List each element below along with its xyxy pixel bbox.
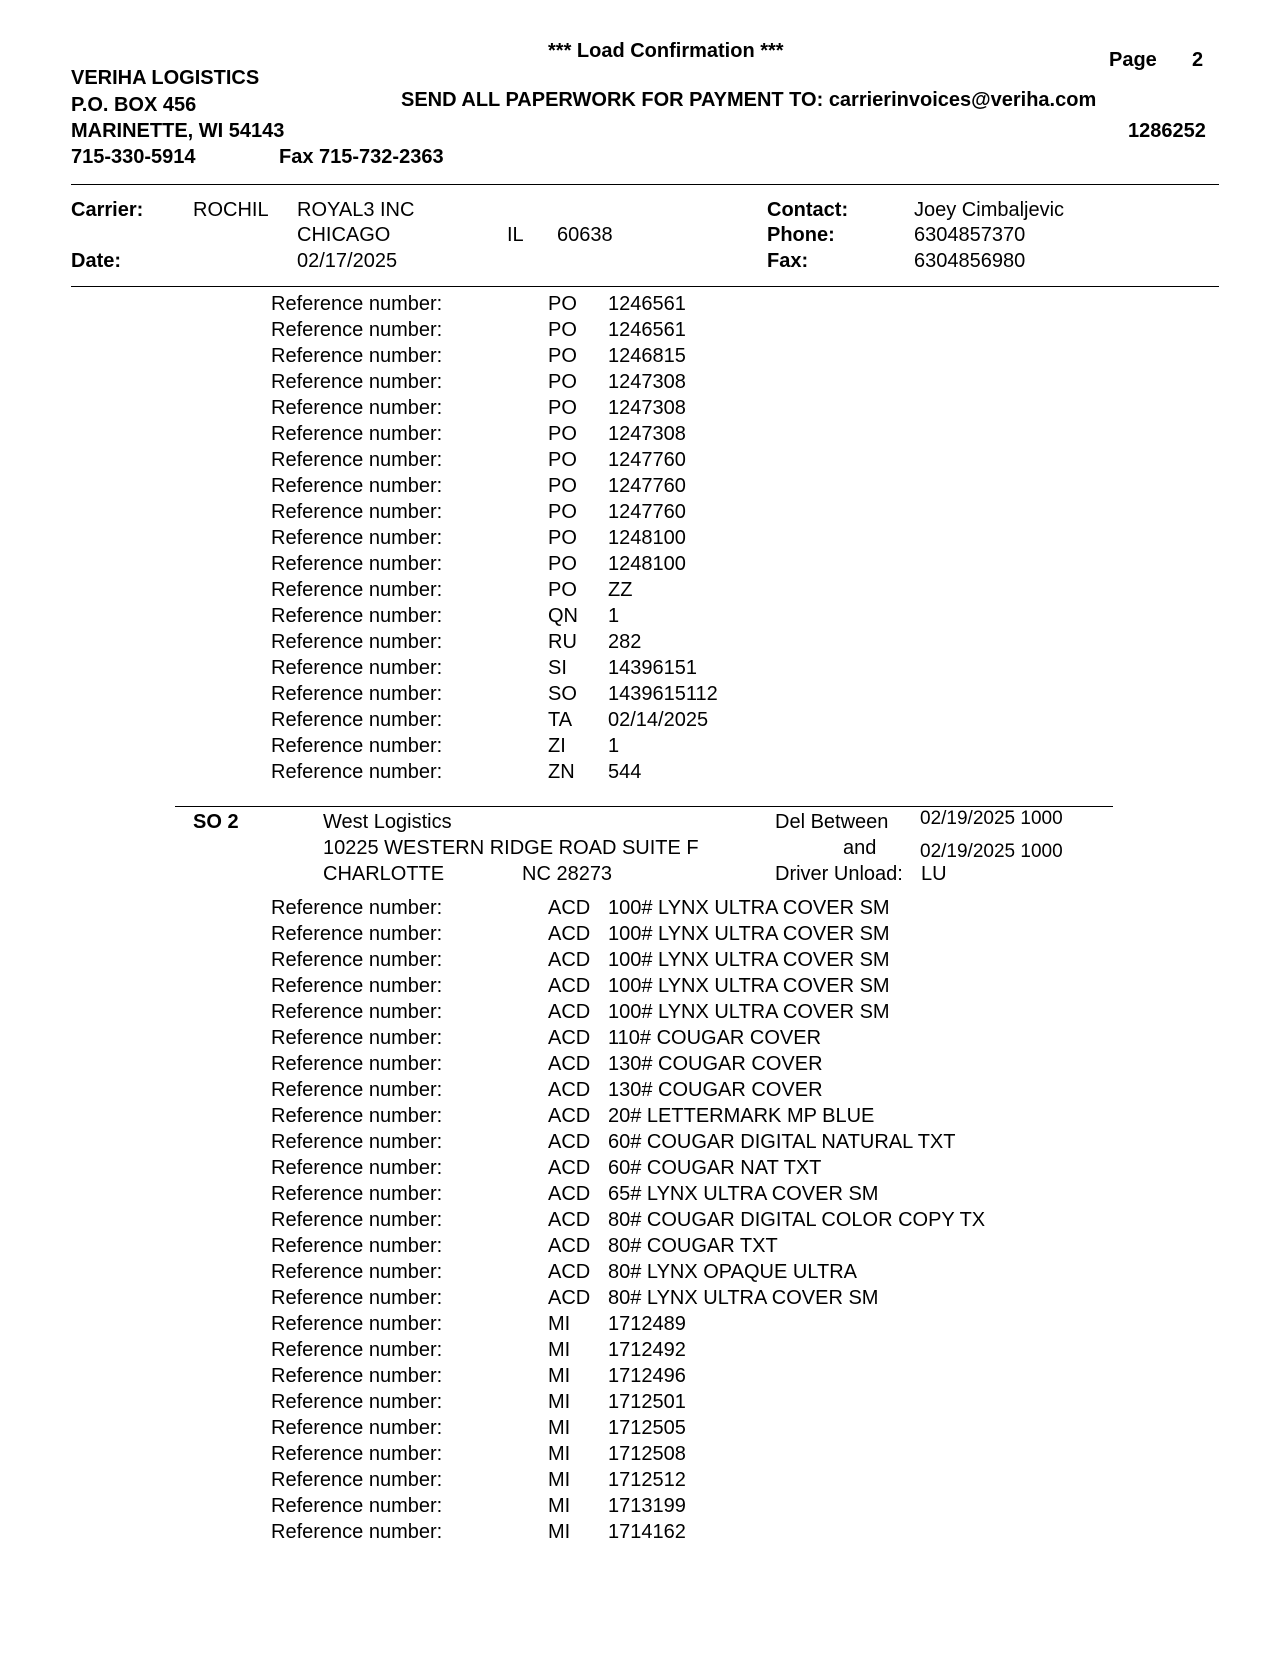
reference-code: ACD — [548, 1183, 591, 1205]
reference-value: 100# LYNX ULTRA COVER SM — [608, 949, 890, 971]
reference-label: Reference number: — [271, 709, 443, 731]
reference-label: Reference number: — [271, 319, 443, 341]
reference-row — [0, 1521, 1283, 1547]
reference-code: PO — [548, 397, 577, 419]
reference-label: Reference number: — [271, 1235, 443, 1257]
reference-row — [0, 1105, 1283, 1131]
reference-row — [0, 293, 1283, 319]
reference-label: Reference number: — [271, 631, 443, 653]
reference-value: 1247308 — [608, 423, 686, 445]
header-divider — [71, 184, 1219, 185]
reference-row — [0, 683, 1283, 709]
reference-label: Reference number: — [271, 371, 443, 393]
reference-value: 14396151 — [608, 657, 697, 679]
driver-unload-value: LU — [921, 863, 947, 885]
stop-label: SO 2 — [193, 811, 239, 833]
contact-phone: 6304857370 — [914, 224, 1026, 246]
reference-label: Reference number: — [271, 1079, 443, 1101]
reference-value: 1439615112 — [608, 683, 718, 705]
page-number: 2 — [1192, 49, 1204, 71]
reference-label: Reference number: — [271, 1105, 443, 1127]
page-label: Page — [1109, 49, 1157, 71]
reference-row — [0, 397, 1283, 423]
reference-code: MI — [548, 1313, 571, 1335]
reference-code: SO — [548, 683, 577, 705]
reference-value: 1247760 — [608, 501, 686, 523]
reference-value: 1712512 — [608, 1469, 686, 1491]
reference-label: Reference number: — [271, 949, 443, 971]
reference-label: Reference number: — [271, 605, 443, 627]
document-title: *** Load Confirmation *** — [548, 40, 784, 62]
reference-row — [0, 1339, 1283, 1365]
reference-label: Reference number: — [271, 975, 443, 997]
reference-value: ZZ — [608, 579, 633, 601]
reference-value: 130# COUGAR COVER — [608, 1079, 823, 1101]
reference-label: Reference number: — [271, 579, 443, 601]
reference-code: PO — [548, 371, 577, 393]
reference-code: MI — [548, 1469, 571, 1491]
reference-label: Reference number: — [271, 735, 443, 757]
reference-value: 1247308 — [608, 371, 686, 393]
reference-code: ZN — [548, 761, 575, 783]
reference-row — [0, 1131, 1283, 1157]
reference-code: PO — [548, 449, 577, 471]
reference-code: ACD — [548, 1261, 591, 1283]
reference-row — [0, 897, 1283, 923]
carrier-code: ROCHIL — [193, 199, 269, 221]
reference-value: 1712492 — [608, 1339, 686, 1361]
company-fax: Fax 715-732-2363 — [279, 146, 444, 168]
reference-row — [0, 631, 1283, 657]
reference-row — [0, 1261, 1283, 1287]
reference-code: ACD — [548, 897, 591, 919]
reference-row — [0, 1469, 1283, 1495]
reference-value: 282 — [608, 631, 642, 653]
reference-code: PO — [548, 553, 577, 575]
reference-label: Reference number: — [271, 397, 443, 419]
reference-code: QN — [548, 605, 578, 627]
reference-row — [0, 1313, 1283, 1339]
reference-row — [0, 1157, 1283, 1183]
reference-row — [0, 949, 1283, 975]
reference-row — [0, 1287, 1283, 1313]
reference-value: 80# COUGAR TXT — [608, 1235, 778, 1257]
reference-label: Reference number: — [271, 1521, 443, 1543]
reference-label: Reference number: — [271, 683, 443, 705]
reference-code: PO — [548, 319, 577, 341]
reference-code: MI — [548, 1391, 571, 1413]
carrier-city: CHICAGO — [297, 224, 391, 246]
company-city: MARINETTE, WI 54143 — [71, 120, 285, 142]
reference-value: 80# LYNX OPAQUE ULTRA — [608, 1261, 857, 1283]
reference-code: ACD — [548, 1053, 591, 1075]
reference-label: Reference number: — [271, 1365, 443, 1387]
reference-code: ACD — [548, 1209, 591, 1231]
reference-value: 60# COUGAR DIGITAL NATURAL TXT — [608, 1131, 956, 1153]
reference-row — [0, 423, 1283, 449]
reference-value: 20# LETTERMARK MP BLUE — [608, 1105, 875, 1127]
reference-row — [0, 735, 1283, 761]
reference-code: PO — [548, 527, 577, 549]
reference-value: 1714162 — [608, 1521, 686, 1543]
reference-row — [0, 923, 1283, 949]
reference-row — [0, 579, 1283, 605]
reference-value: 1248100 — [608, 527, 686, 549]
del-between-label: Del Between — [775, 811, 889, 833]
reference-value: 1246815 — [608, 345, 686, 367]
reference-label: Reference number: — [271, 501, 443, 523]
reference-row — [0, 1209, 1283, 1235]
reference-label: Reference number: — [271, 923, 443, 945]
reference-value: 65# LYNX ULTRA COVER SM — [608, 1183, 879, 1205]
reference-value: 1713199 — [608, 1495, 686, 1517]
reference-value: 1246561 — [608, 319, 686, 341]
carrier-zip: 60638 — [557, 224, 613, 246]
carrier-label: Carrier: — [71, 199, 144, 221]
reference-row — [0, 319, 1283, 345]
reference-code: PO — [548, 579, 577, 601]
reference-code: PO — [548, 423, 577, 445]
carrier-state: IL — [507, 224, 524, 246]
reference-value: 1 — [608, 605, 620, 627]
reference-row — [0, 371, 1283, 397]
reference-code: ACD — [548, 1001, 591, 1023]
reference-code: MI — [548, 1365, 571, 1387]
stop-divider — [175, 806, 1113, 807]
date-label: Date: — [71, 250, 122, 272]
load-date: 02/17/2025 — [297, 250, 398, 272]
driver-unload-label: Driver Unload: — [775, 863, 903, 885]
reference-value: 1246561 — [608, 293, 686, 315]
contact-name: Joey Cimbaljevic — [914, 199, 1065, 221]
reference-row — [0, 709, 1283, 735]
reference-value: 130# COUGAR COVER — [608, 1053, 823, 1075]
reference-code: ACD — [548, 923, 591, 945]
and-label: and — [843, 837, 877, 859]
reference-value: 100# LYNX ULTRA COVER SM — [608, 975, 890, 997]
del-end: 02/19/2025 1000 — [920, 841, 1063, 862]
reference-row — [0, 1443, 1283, 1469]
reference-value: 02/14/2025 — [608, 709, 709, 731]
reference-label: Reference number: — [271, 449, 443, 471]
reference-label: Reference number: — [271, 1287, 443, 1309]
stop-address: 10225 WESTERN RIDGE ROAD SUITE F — [323, 837, 699, 859]
reference-label: Reference number: — [271, 1339, 443, 1361]
reference-code: PO — [548, 501, 577, 523]
reference-list-top — [0, 293, 1283, 793]
reference-label: Reference number: — [271, 1443, 443, 1465]
reference-value: 1248100 — [608, 553, 686, 575]
reference-code: ACD — [548, 1235, 591, 1257]
phone-label: Phone: — [767, 224, 835, 246]
reference-label: Reference number: — [271, 293, 443, 315]
company-po-box: P.O. BOX 456 — [71, 94, 197, 116]
reference-row — [0, 1001, 1283, 1027]
reference-row — [0, 1495, 1283, 1521]
reference-value: 100# LYNX ULTRA COVER SM — [608, 923, 890, 945]
reference-code: MI — [548, 1417, 571, 1439]
reference-list-stop — [0, 897, 1283, 1557]
reference-code: ACD — [548, 1105, 591, 1127]
reference-label: Reference number: — [271, 1469, 443, 1491]
reference-label: Reference number: — [271, 1209, 443, 1231]
reference-value: 1247308 — [608, 397, 686, 419]
reference-value: 110# COUGAR COVER — [608, 1027, 822, 1049]
carrier-divider — [71, 286, 1219, 287]
company-name: VERIHA LOGISTICS — [71, 67, 260, 89]
reference-label: Reference number: — [271, 897, 443, 919]
reference-code: MI — [548, 1495, 571, 1517]
reference-label: Reference number: — [271, 1391, 443, 1413]
reference-row — [0, 605, 1283, 631]
reference-value: 60# COUGAR NAT TXT — [608, 1157, 822, 1179]
reference-row — [0, 1417, 1283, 1443]
stop-name: West Logistics — [323, 811, 452, 833]
reference-code: ACD — [548, 1079, 591, 1101]
stop-city: CHARLOTTE — [323, 863, 445, 885]
reference-row — [0, 475, 1283, 501]
reference-label: Reference number: — [271, 1001, 443, 1023]
reference-value: 80# COUGAR DIGITAL COLOR COPY TX — [608, 1209, 986, 1231]
reference-code: MI — [548, 1443, 571, 1465]
reference-row — [0, 553, 1283, 579]
reference-row — [0, 761, 1283, 787]
reference-value: 1712501 — [608, 1391, 686, 1413]
reference-label: Reference number: — [271, 553, 443, 575]
reference-value: 1712489 — [608, 1313, 686, 1335]
reference-label: Reference number: — [271, 1053, 443, 1075]
contact-fax: 6304856980 — [914, 250, 1026, 272]
reference-label: Reference number: — [271, 1027, 443, 1049]
reference-label: Reference number: — [271, 657, 443, 679]
carrier-name: ROYAL3 INC — [297, 199, 415, 221]
reference-code: ACD — [548, 1287, 591, 1309]
contact-label: Contact: — [767, 199, 849, 221]
stop-state-zip: NC 28273 — [522, 863, 613, 885]
reference-label: Reference number: — [271, 345, 443, 367]
reference-code: ACD — [548, 949, 591, 971]
reference-code: PO — [548, 475, 577, 497]
reference-label: Reference number: — [271, 423, 443, 445]
reference-row — [0, 657, 1283, 683]
reference-code: SI — [548, 657, 567, 679]
reference-row — [0, 1053, 1283, 1079]
load-number: 1286252 — [1128, 120, 1206, 142]
reference-row — [0, 527, 1283, 553]
reference-row — [0, 1391, 1283, 1417]
reference-row — [0, 975, 1283, 1001]
reference-value: 1247760 — [608, 449, 686, 471]
reference-label: Reference number: — [271, 761, 443, 783]
reference-label: Reference number: — [271, 1131, 443, 1153]
reference-code: TA — [548, 709, 573, 731]
reference-code: ACD — [548, 1131, 591, 1153]
reference-row — [0, 345, 1283, 371]
paperwork-instruction: SEND ALL PAPERWORK FOR PAYMENT TO: carrierinvoices@veriha.com — [401, 89, 1097, 111]
reference-value: 80# LYNX ULTRA COVER SM — [608, 1287, 879, 1309]
reference-code: ACD — [548, 1027, 591, 1049]
reference-row — [0, 501, 1283, 527]
reference-label: Reference number: — [271, 1495, 443, 1517]
reference-label: Reference number: — [271, 1417, 443, 1439]
reference-label: Reference number: — [271, 1261, 443, 1283]
reference-label: Reference number: — [271, 1157, 443, 1179]
reference-row — [0, 1235, 1283, 1261]
reference-value: 544 — [608, 761, 642, 783]
reference-row — [0, 1183, 1283, 1209]
reference-row — [0, 1027, 1283, 1053]
reference-code: ACD — [548, 975, 591, 997]
reference-value: 100# LYNX ULTRA COVER SM — [608, 1001, 890, 1023]
reference-code: PO — [548, 293, 577, 315]
reference-row — [0, 449, 1283, 475]
reference-code: MI — [548, 1339, 571, 1361]
reference-value: 1712508 — [608, 1443, 686, 1465]
reference-row — [0, 1365, 1283, 1391]
reference-value: 100# LYNX ULTRA COVER SM — [608, 897, 890, 919]
reference-row — [0, 1079, 1283, 1105]
reference-value: 1247760 — [608, 475, 686, 497]
reference-code: ACD — [548, 1157, 591, 1179]
company-phone: 715-330-5914 — [71, 146, 196, 168]
reference-code: RU — [548, 631, 577, 653]
reference-code: ZI — [548, 735, 566, 757]
reference-label: Reference number: — [271, 1313, 443, 1335]
reference-code: PO — [548, 345, 577, 367]
reference-label: Reference number: — [271, 527, 443, 549]
reference-label: Reference number: — [271, 1183, 443, 1205]
reference-value: 1712505 — [608, 1417, 686, 1439]
del-start: 02/19/2025 1000 — [920, 808, 1063, 829]
reference-label: Reference number: — [271, 475, 443, 497]
reference-value: 1 — [608, 735, 620, 757]
reference-value: 1712496 — [608, 1365, 686, 1387]
reference-code: MI — [548, 1521, 571, 1543]
fax-label: Fax: — [767, 250, 809, 272]
